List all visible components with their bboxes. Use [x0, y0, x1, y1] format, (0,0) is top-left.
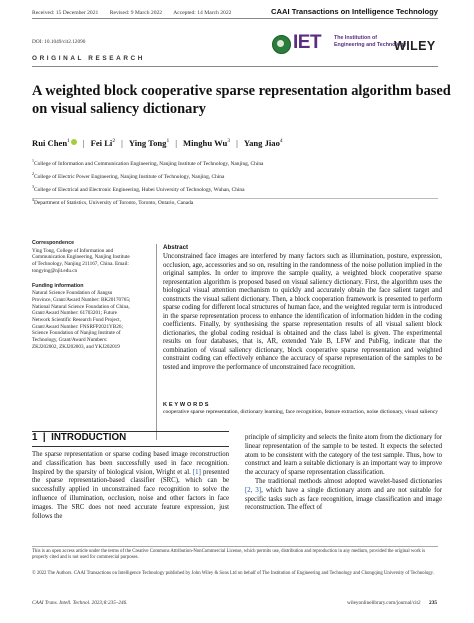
author-separator: |	[121, 138, 123, 148]
intro-right-column	[245, 434, 442, 513]
affiliation-divider	[32, 198, 438, 199]
affiliation-item: $^3$College of Electrical and Electronic Engineering, Hubei University of Technology, Wuhan, China	[32, 183, 245, 193]
intro-rule-bottom	[32, 446, 229, 447]
author-affiliation-number: 3	[227, 138, 231, 145]
author-affiliation-number: 2	[112, 138, 116, 145]
article-dates	[32, 10, 241, 16]
affiliation-item: $^2$College of Electric Power Engineering, Nanjing Institute of Technology, Nanjing, China	[32, 170, 225, 180]
wiley-logo: WILEY	[394, 39, 436, 53]
reference-link-2[interactable]: [2, 3]	[245, 486, 262, 494]
author-name[interactable]: Rui Chen$^1$	[32, 138, 77, 148]
intro-paragraph-3a: The traditional methods almost adopted wavelet-based dictionaries	[255, 477, 442, 485]
orcid-icon[interactable]	[71, 139, 77, 145]
author-separator: |	[236, 138, 238, 148]
reference-link-1[interactable]: [1]	[192, 468, 201, 476]
intro-paragraph-1b: presented the sparse representation-based classifier (SRC), which can be successfully applied in unconstrained face recognition to solve the influence of illumination, occlusion, noise and other factors in face images. The SRC does not need accurate feature expression, just follows the	[32, 468, 229, 520]
funding-text: Natural Science Foundation of Jiangsu Province, Grant/Award Number: BK20170765; National Natural Science Foundation of China, Grant/Award Number: 61703201; Future Network Scientific Research Fund Project, Grant/Award Number: FNSRFP2021YB26; Science Foundation of Nanjing Institute of Technology, Grant/Award Numbers: ZKJ202002, ZKJ202003, and YKJ202019	[32, 290, 131, 350]
author-separator: |	[175, 138, 177, 148]
author-name[interactable]: Ying Tong$^1$	[128, 138, 170, 148]
author-affiliation-number: 1	[67, 138, 70, 145]
correspondence-text: Ying Tong, College of Information and Communication Engineering, Nanjing Institute of Technology, Nanjing 211167, China. Email: tongying@njit.edu.cn	[32, 247, 130, 274]
intro-paragraph-1a: The sparse representation or sparse coding based image reconstruction and classification has been successfully used in face recognition. Inspired by the sparsity of biological vision, Wright et al.	[32, 451, 229, 476]
author-affiliation-number: 1	[166, 138, 170, 145]
author-name[interactable]: Minghu Wu$^3$	[182, 138, 231, 148]
intro-title: INTRODUCTION	[51, 432, 127, 443]
affiliation-item: $^4$Department of Statistics, University of Toronto, Toronto, Ontario, Canada	[32, 196, 194, 206]
affiliation-item: $^1$College of Information and Communication Engineering, Nanjing Institute of Technology, Nanjing, China	[32, 158, 264, 167]
revised-date: Revised: 9 March 2022	[109, 10, 163, 16]
intro-left-column	[32, 451, 229, 521]
accepted-date: Accepted: 14 March 2022	[173, 10, 232, 16]
doi[interactable]: DOI: 10.1049/cit2.12090	[32, 39, 86, 45]
author-name[interactable]: Fei Li$^2$	[90, 138, 116, 148]
copyright-notice: © 2022 The Authors. CAAI Transactions on Intelligence Technology published by John Wiley & Sons Ltd on behalf of The Institution of Engineering and Technology and Chongqing University of Technology.	[32, 571, 434, 576]
received-date: Received: 15 December 2021	[32, 10, 99, 16]
iet-logo-line-1: The Institution of	[334, 35, 377, 41]
page-number: 235	[429, 600, 438, 606]
paper-title: A weighted block cooperative sparse representation algorithm based on visual saliency dictionary	[32, 83, 451, 117]
abstract-text: Unconstrained face images are interfered by many factors such as illumination, posture, expression, occlusion, age, accessories and so on, resulting in the randomness of the noise pollution implied in the original samples. In order to improve the sample quality, a weighted block cooperative sparse representation algorithm is proposed based on visual saliency dictionary. First, the algorithm uses the biological visual attention mechanism to quickly and accurately obtain the face salient target and constructs the visual salient dictionary. Then, a block cooperation framework is presented to perform sparse coding for different local structures of human face, and the weighted regular term is introduced in the sparse representation process to enhance the identification of information hidden in the coding coefficients. Finally, by synthesising the sparse representation results of all visual salient block dictionaries, the global coding residual is obtained and the class label is given. The experimental results on four databases, that is, AR, extended Yale B, LFW and PubFig, indicate that the combination of visual saliency dictionary, block cooperative sparse representation and weighted constraint coding can effectively enhance the accuracy of sparse representation of the samples to be tested and improve the performance of unconstrained face recognition.	[163, 253, 442, 371]
intro-number: 1	[32, 432, 38, 443]
seal-logo-icon	[272, 35, 291, 54]
keywords-heading: KEYWORDS	[163, 402, 211, 408]
iet-logo: IET	[293, 32, 322, 53]
section-divider	[32, 66, 438, 67]
footer-divider	[32, 546, 438, 547]
iet-logo-line-2: Engineering and Technology	[334, 42, 407, 48]
affiliations	[32, 156, 452, 208]
license-notice: This is an open access article under the terms of the Creative Commons Attribution-NonCommercial License, which permits use, distribution and reproduction in any medium, provided the original work is properly cited and is not used for commercial purposes.	[32, 549, 426, 561]
correspondence-label: Correspondence	[32, 240, 75, 246]
sidebar	[32, 240, 132, 359]
journal-citation: CAAI Trans. Intell. Technol. 2023;8:235–246.	[32, 600, 128, 606]
intro-paragraph-3b: , which have a single dictionary atom and are not suitable for specific tasks such as face recognition, image classification and image reconstruction. The effect of	[245, 486, 442, 512]
funding-label: Funding information	[32, 282, 84, 289]
abstract-heading: Abstract	[163, 244, 189, 251]
intro-heading: 1 | INTRODUCTION	[32, 432, 127, 443]
section-label: ORIGINAL RESEARCH	[32, 55, 145, 62]
keywords-text: cooperative sparse representation, dictionary learning, face recognition, feature extraction, noise dictionary, visual saliency	[163, 409, 439, 415]
journal-url[interactable]: wileyonlinelibrary.com/journal/cit2	[347, 600, 421, 606]
author-list	[32, 138, 283, 148]
author-affiliation-number: 4	[279, 138, 283, 145]
intro-paragraph-2: principle of simplicity and selects the finite atom from the dictionary for linear representation of the sample to be tested. It expects the selected atom to be consistent with the category of the test sample. Thus, how to construct and learn a suitable dictionary is an important way to improve the accuracy of sparse representation classification.	[245, 434, 442, 477]
journal-name[interactable]: CAAI Transactions on Intelligence Technology	[271, 7, 438, 16]
author-separator: |	[82, 138, 85, 148]
header-divider	[32, 18, 438, 19]
author-name[interactable]: Yang Jiao$^4$	[243, 138, 283, 148]
column-divider	[156, 244, 157, 440]
